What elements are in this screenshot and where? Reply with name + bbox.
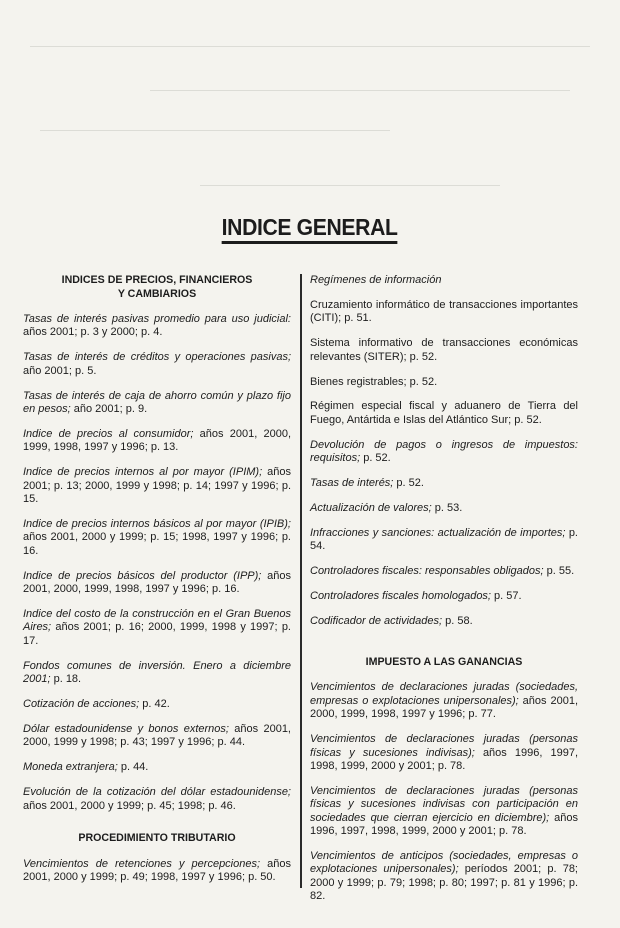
- entry-pages: años 2001, 2000 y 1999; p. 15; 1998, 1997 y 1996; p. 16.: [23, 531, 291, 557]
- entry-title: Controladores fiscales homologados;: [310, 590, 491, 603]
- index-entry: [23, 698, 291, 711]
- bleed-through-line: [200, 185, 500, 186]
- index-entry: [23, 313, 291, 340]
- entry-pages: p. 53.: [431, 501, 463, 514]
- entry-pages: períodos 2001; p. 78; 2000 y 1999; p. 79; 1998; p. 80; 1997; p. 81 y 1996; p. 82.: [310, 863, 578, 903]
- index-entry: [310, 439, 578, 466]
- entry-list: [310, 274, 578, 628]
- entry-title: Vencimientos de anticipos (sociedades, empresas o explotaciones unipersonales);: [310, 849, 578, 876]
- entry-pages: años 2001, 2000 y 1999; p. 45; 1998; p. 46.: [23, 799, 236, 812]
- entry-list: [23, 858, 291, 885]
- index-entry: [310, 733, 578, 773]
- index-entry: [23, 351, 291, 378]
- index-entry: [310, 850, 578, 904]
- entry-pages: p. 54.: [310, 526, 578, 553]
- entry-pages: p. 52.: [360, 452, 391, 465]
- right-column: [310, 274, 578, 915]
- index-entry: [23, 518, 291, 558]
- index-entry: [310, 785, 578, 839]
- entry-title: Dólar estadounidense y bonos externos;: [23, 722, 229, 735]
- column-divider: [300, 274, 302, 888]
- index-entry: [23, 858, 291, 885]
- entry-pages: años 2001, 2000, 1999, 1998, 1997 y 1996; p. 16.: [23, 569, 291, 596]
- index-entry: [310, 337, 578, 364]
- bleed-through-line: [40, 130, 390, 131]
- entry-title: Vencimientos de declaraciones juradas (personas físicas y sucesiones indivisas con participación en sociedades que cierran ejercicio en diciembre);: [310, 784, 578, 824]
- entry-pages: p. 18.: [50, 673, 82, 686]
- index-entry: [310, 565, 578, 578]
- entry-pages: años 1996, 1997, 1998, 1999, 2000 y 2001; p. 78.: [310, 811, 578, 838]
- index-entry: [310, 590, 578, 603]
- entry-pages: p. 55.: [543, 565, 575, 578]
- entry-pages: Régimen especial fiscal y aduanero de Tierra del Fuego, Antártida e Islas del Atlántico Sur; p. 52.: [310, 400, 578, 426]
- entry-pages: años 2001, 2000, 1999, 1998, 1997 y 1996; p. 13.: [23, 427, 291, 454]
- index-entry: [310, 477, 578, 490]
- index-entry: [310, 400, 578, 427]
- entry-title: Regímenes de información: [310, 274, 442, 286]
- entry-pages: p. 44.: [117, 761, 149, 774]
- entry-title: Tasas de interés de créditos y operaciones pasivas;: [23, 351, 291, 364]
- section-heading-ganancias: IMPUESTO A LAS GANANCIAS: [365, 655, 523, 668]
- bleed-through-line: [30, 46, 590, 47]
- index-entry: [23, 390, 291, 417]
- entry-pages: Cruzamiento informático de transacciones importantes (CITI); p. 51.: [310, 298, 578, 325]
- index-entry: [310, 681, 578, 721]
- entry-title: Fondos comunes de inversión. Enero a diciembre 2001;: [23, 659, 291, 686]
- entry-pages: años 2001; p. 13; 2000, 1999 y 1998; p. 14; 1997 y 1996; p. 15.: [23, 466, 291, 506]
- index-entry: [23, 723, 291, 750]
- index-entry: [23, 428, 291, 455]
- entry-title: Moneda extranjera;: [23, 761, 118, 774]
- entry-title: Indice de precios al consumidor;: [23, 427, 194, 440]
- section-heading-line: INDICES DE PRECIOS, FINANCIEROS: [61, 274, 253, 286]
- entry-title: Cotización de acciones;: [23, 698, 140, 711]
- entry-title: Tasas de interés pasivas promedio para uso judicial:: [23, 313, 291, 325]
- index-entry: [310, 299, 578, 326]
- entry-pages: Sistema informativo de transacciones económicas relevantes (SITER); p. 52.: [310, 337, 578, 363]
- index-entry: [23, 761, 291, 774]
- bleed-through-line: [150, 90, 570, 91]
- entry-title: Tasas de interés;: [310, 477, 394, 490]
- index-entry: [23, 466, 291, 506]
- entry-title: Controladores fiscales: responsables obligados;: [310, 565, 544, 578]
- section-heading-procedimiento: PROCEDIMIENTO TRIBUTARIO: [78, 832, 236, 845]
- entry-pages: años 2001; p. 16; 2000, 1999, 1998 y 1997; p. 17.: [23, 621, 291, 647]
- index-entry: [23, 660, 291, 687]
- entry-list: [310, 681, 578, 903]
- entry-title: Indice de precios internos básicos al por mayor (IPIB);: [23, 517, 291, 530]
- entry-title: Tasas de interés de caja de ahorro común y plazo fijo en pesos;: [23, 389, 291, 416]
- entry-list: [23, 313, 291, 813]
- entry-pages: p. 57.: [491, 590, 522, 603]
- index-entry: [310, 502, 578, 515]
- entry-title: Vencimientos de declaraciones juradas (sociedades, empresas o explotaciones unipersonales);: [310, 681, 578, 707]
- entry-pages: p. 52.: [393, 477, 424, 490]
- index-entry: [23, 786, 291, 813]
- entry-pages: p. 42.: [139, 698, 170, 711]
- entry-pages: Bienes registrables; p. 52.: [310, 375, 438, 388]
- entry-title: Indice de precios internos al por mayor (IPIM);: [23, 466, 263, 479]
- index-entry: [23, 608, 291, 648]
- entry-pages: años 2001, 2000, 1999 y 1998; p. 43; 1997 y 1996; p. 44.: [23, 722, 291, 749]
- entry-pages: años 2001, 2000 y 1999; p. 49; 1998, 1997 y 1996; p. 50.: [23, 857, 291, 884]
- entry-title: Actualización de valores;: [310, 501, 432, 514]
- index-entry: [310, 527, 578, 554]
- entry-title: Infracciones y sanciones: actualización de importes;: [310, 526, 566, 539]
- section-heading-indices: [30, 274, 285, 301]
- entry-title: Vencimientos de retenciones y percepciones;: [23, 857, 261, 870]
- left-column: [23, 274, 291, 896]
- entry-title: Vencimientos de declaraciones juradas (personas físicas y sucesiones indivisas);: [310, 733, 578, 759]
- entry-title: Codificador de actividades;: [310, 615, 443, 627]
- index-entry: [310, 615, 578, 628]
- entry-title: Evolución de la cotización del dólar estadounidense;: [23, 786, 291, 799]
- entry-pages: p. 58.: [442, 615, 473, 627]
- entry-pages: años 2001, 2000, 1999, 1998, 1997 y 1996; p. 77.: [310, 694, 579, 721]
- section-heading-line: Y CAMBIARIOS: [117, 287, 197, 300]
- entry-pages: año 2001; p. 9.: [70, 403, 148, 416]
- entry-title: Devolución de pagos o ingresos de impuestos: requisitos;: [310, 438, 578, 465]
- entry-pages: año 2001; p. 5.: [23, 364, 97, 377]
- index-entry: [23, 570, 291, 597]
- index-entry: [310, 274, 578, 287]
- entry-pages: años 1996, 1997, 1998, 1999, 2000 y 2001; p. 78.: [310, 746, 579, 772]
- index-entry: [310, 376, 578, 389]
- entry-title: Indice de precios básicos del productor (IPP);: [23, 569, 262, 582]
- page-title-text: INDICE GENERAL: [222, 214, 398, 244]
- entry-title: Indice del costo de la construcción en el Gran Buenos Aires;: [23, 608, 291, 634]
- page-title: [0, 214, 620, 244]
- entry-pages: años 2001; p. 3 y 2000; p. 4.: [23, 326, 163, 339]
